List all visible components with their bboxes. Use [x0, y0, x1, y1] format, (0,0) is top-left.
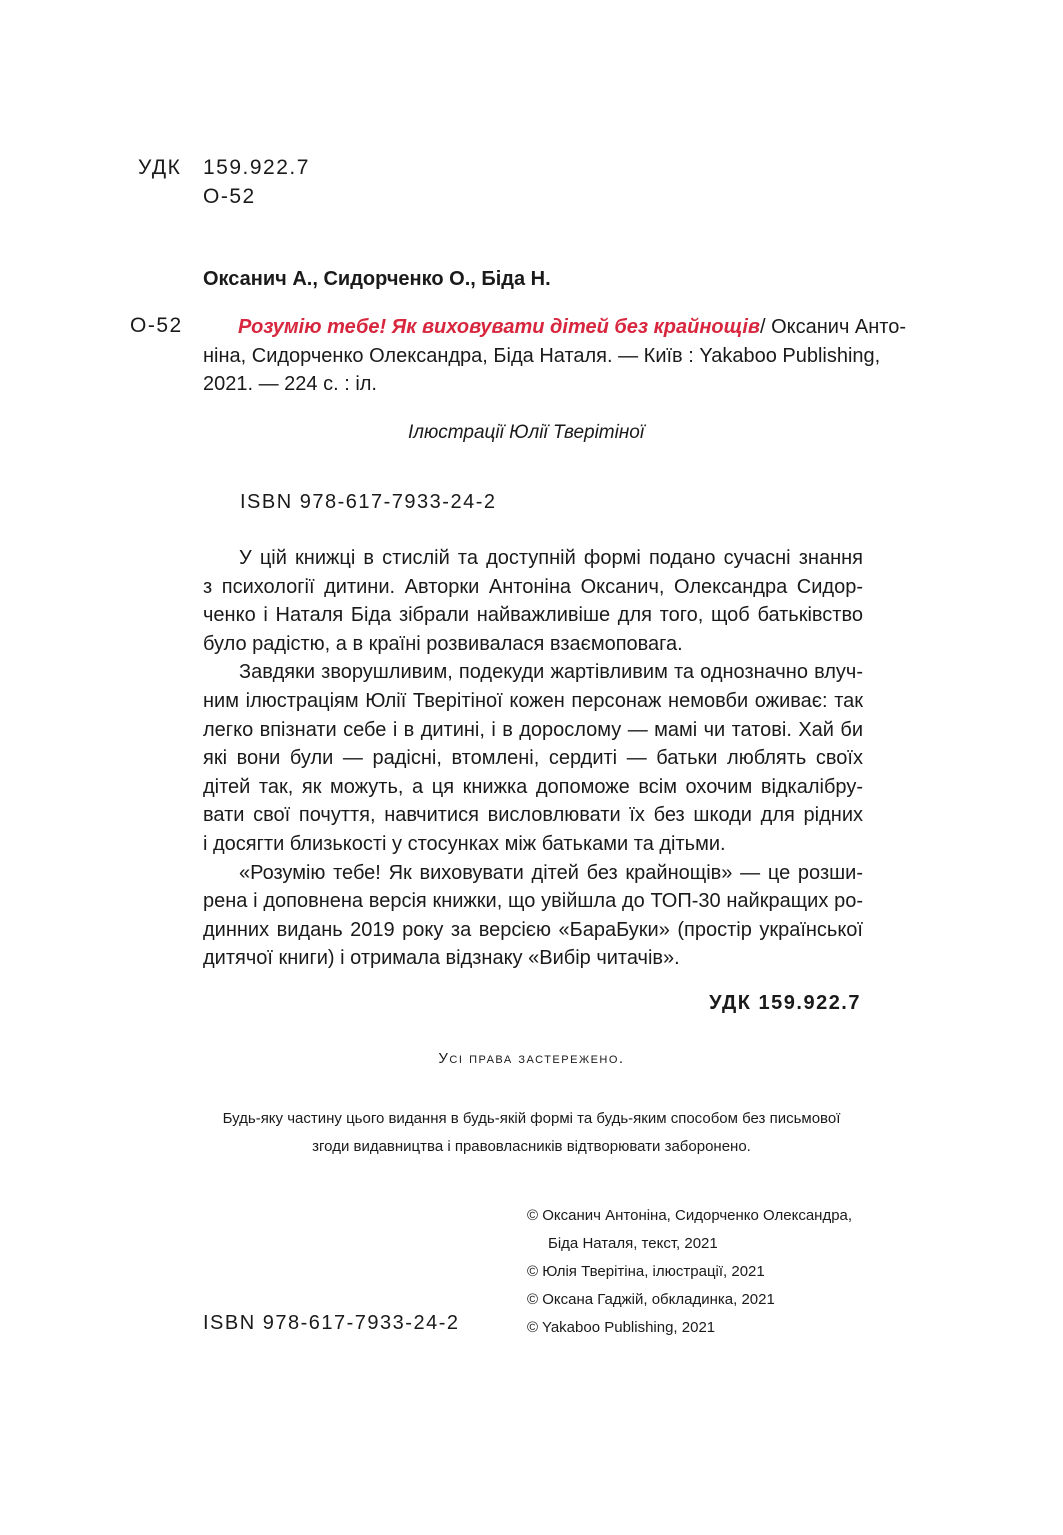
text-line: які вони були — радісні, втомлені, сердиті — батьки люблять своїх: [203, 747, 863, 770]
copyright-list: [527, 1202, 852, 1342]
udk-bottom: УДК 159.922.7: [709, 992, 861, 1014]
bib-entry: [203, 313, 907, 399]
author-mark: О-52: [203, 185, 256, 208]
text-line: динних видань 2019 року за версією «БараБуки» (простір української: [203, 918, 863, 941]
rights-notice: [0, 1105, 1063, 1161]
copyright-line: © Yakaboo Publishing, 2021: [527, 1319, 716, 1336]
text-line: і досягти близькості у стосунках між батьками та дітьми.: [203, 832, 726, 855]
annotation-paragraph-3: [203, 859, 863, 973]
annotation-paragraph-1: [203, 544, 863, 658]
text-line: ним ілюстраціям Юлії Тверітіної кожен персонаж немовби оживає: так: [203, 689, 863, 712]
text-line: Завдяки зворушливим, подекуди жартівливим та однозначно влуч-: [239, 661, 863, 684]
udk-label: УДК: [138, 156, 182, 179]
copyright-line: © Юлія Тверітіна, ілюстрації, 2021: [527, 1263, 765, 1280]
text-line: легко впізнати себе і в дитині, і в дорослому — мамі чи татові. Хай би: [203, 718, 863, 741]
text-line: «Розумію тебе! Як виховувати дітей без крайнощів» — це розши-: [239, 861, 863, 884]
bib-line-3: 2021. — 224 с. : іл.: [203, 373, 377, 396]
text-line: дітей так, як можуть, а ця книжка допоможе всім охочим відкалібру-: [203, 775, 863, 798]
bib-line-1: [203, 313, 907, 342]
isbn-top: ISBN 978-617-7933-24-2: [240, 491, 497, 513]
copyright-line: © Оксанич Антоніна, Сидорченко Олександра,: [527, 1207, 853, 1224]
isbn-bottom: ISBN 978-617-7933-24-2: [203, 1312, 460, 1334]
text-line: У цій книжці в стислій та доступній формі подано сучасні знання: [239, 547, 863, 569]
copyright-line: © Оксана Гаджій, обкладинка, 2021: [527, 1291, 775, 1308]
bib-side-mark: О-52: [130, 314, 183, 337]
text-line: було радістю, а в країні розвивалася взаємоповага.: [203, 632, 683, 655]
illustrations-credit: Ілюстрації Юлії Тверітіної: [408, 422, 645, 443]
bib-line-1-rest: / Оксанич Анто-: [759, 316, 907, 338]
rights-reserved: Усі права застережено.: [438, 1050, 625, 1067]
text-line: ченко і Наталя Біда зібрали найважливіше для того, щоб батьківство: [203, 604, 863, 627]
rights-notice-line: згоди видавництва і правовласників відтворювати заборонено.: [312, 1138, 751, 1155]
text-line: рена і доповнена версія книжки, що увійшла до ТОП-30 найкращих ро-: [203, 890, 863, 913]
book-title: Розумію тебе! Як виховувати дітей без крайнощів: [238, 316, 760, 338]
rights-notice-line: Будь-яку частину цього видання в будь-якій формі та будь-яким способом без письмової: [222, 1110, 841, 1127]
bib-line-2: ніна, Сидорченко Олександра, Біда Наталя. — Київ : Yakaboo Publishing,: [203, 344, 881, 367]
authors-heading: Оксанич А., Сидорченко О., Біда Н.: [203, 268, 551, 290]
annotation: [203, 544, 863, 973]
text-line: дитячої книги) і отримала відзнаку «Вибір читачів».: [203, 947, 680, 970]
text-line: з психології дитини. Авторки Антоніна Оксанич, Олександра Сидор-: [203, 575, 863, 598]
copyright-line: Біда Наталя, текст, 2021: [548, 1235, 718, 1252]
udk-code: 159.922.7: [203, 156, 310, 179]
text-line: вати свої почуття, навчитися висловлювати їх без шкоди для рідних: [203, 804, 863, 827]
annotation-paragraph-2: [203, 658, 863, 858]
